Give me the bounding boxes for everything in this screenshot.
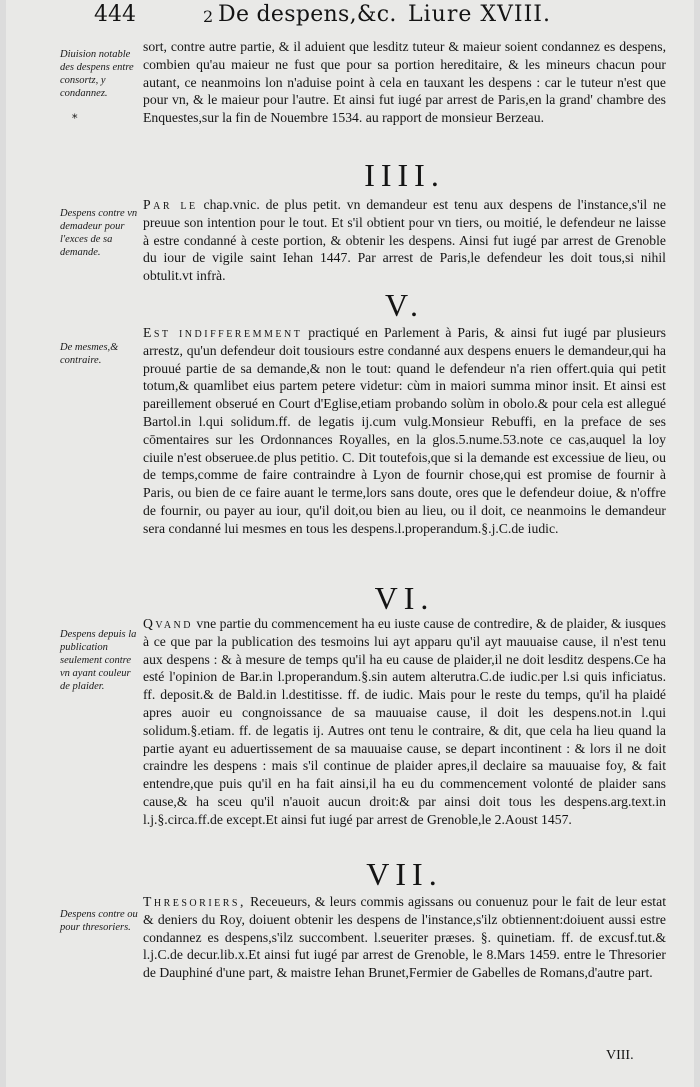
paragraph <box>143 324 666 538</box>
paragraph-text: vne partie du commencement ha eu iuste cause de contredire, & de plaider, & iusques à ce que par la publication des tesmoins lui ayt apparu qu'il ayt mauuaise cause, il n'est tenu aux despens : & à mesure de temps qu'il ha eu cause de plaider,il ne doit lesditz despens.Ce ha esté l'opinion de Bar.in l.properandum.§.sin autem alterutra.C.de iudic.per l.si quis inficiatus. ff. deposit.& de Bald.in l.destitisse. ff. de iudic. Mais pour le reste du temps, qu'il ha plaidé apres auoir eu congnoissance de sa mauuaise cause, il doit les despens.not.in l.qui solidum.§.etiam. ff. de legatis ij. Autres ont tenu le contraire, & dit, que cela ha lieu quand la partie ayant eu aduertissement de sa mauuaise cause, se depart incontinent : & lors il ne doit craindre les despens : mais s'il continue de plaider apres,il declaire sa mauuaise foy, & fait entendre,que puis qu'il en ha fait ainsi,il ha eu du commencement volonté de plaider sans cause,& ha sceu qu'il n'auoit aucun droit:& par ainsi doit tous les despens.arg.text.in l.j.§.circa.ff.de except.Et ainsi fut iugé par arrest de Grenoble,le 2.Aoust 1457. <box>143 616 666 827</box>
paragraph <box>143 38 666 127</box>
paragraph-text: chap.vnic. de plus petit. vn demandeur est tenu aux despens de l'instance,s'il ne preuue son intention pour le tout. Et s'il obtient pour vn tiers, ou moitié, le defendeur ne laisse à estre condanné à ceste portion, & obtenir les despens. Ainsi fut iugé par arrest de Grenoble du iour de vigile saint Iehan 1447. Par arrest de Paris,le defendeur les doit tous,si nihil obtulit.vt infrà. <box>143 197 666 284</box>
catchword: VIII. <box>606 1048 634 1063</box>
bleed-through <box>66 120 136 190</box>
running-header <box>6 0 694 40</box>
running-title: De despens,&c. <box>218 2 397 27</box>
section-heading: V. <box>385 287 424 323</box>
paragraph-lead: Thresoriers, <box>143 894 246 909</box>
side-note: Despens contre vn demadeur pour l'exces de sa demande. <box>60 208 138 258</box>
page-number: 444 <box>94 2 136 27</box>
paragraph-lead: Est indifferemment <box>143 325 303 340</box>
book-number: Liure XVIII. <box>408 2 551 27</box>
section-heading: VII. <box>366 856 443 892</box>
section-heading: IIII. <box>364 157 445 193</box>
paragraph <box>143 615 666 829</box>
side-note: Despens depuis la publication seulement contre vn ayant couleur de plaider. <box>60 629 137 692</box>
paragraph-text: Receueurs, & leurs commis agissans ou conuenuz pour le fait de leur estat & deniers du Roy, doiuent obtenir les despens de l'instance,s'ilz obtiennent:doiuent aussi estre condannez es despens,s'ilz succombent. l.seueriter præses. §. quinetiam. ff. de excusf.tut.& l.j.C.de decur.lib.x.Et ainsi fut iugé par arrest de Grenoble, le 8.Mars 1459. entre le Thresorier de Dauphiné d'une part, & maistre Iehan Brunet,Fermier de Gabelles de Romans,d'autre part. <box>143 894 666 981</box>
paragraph-lead: Qvand <box>143 616 193 631</box>
paragraph <box>143 196 666 285</box>
paragraph-lead: Par le <box>143 197 198 212</box>
side-note: Diuision notable des despens entre consortz, y condannez. <box>60 49 134 99</box>
signature-mark: 2 <box>203 7 214 26</box>
book-page <box>6 0 694 1087</box>
paragraph <box>143 893 666 982</box>
paragraph-text: sort, contre autre partie, & il aduient que lesditz tuteur & maieur soient condannez es despens, combien qu'au maieur ne fust que pour sa portion hereditaire, & les mineurs chacun pour autant, ce neanmoins lon n'aduise point à cela en tauxant les despens : car le tuteur n'est que pour vn, & le maieur pour l'autre. Et ainsi fut iugé par arrest de Paris,en la grand' chambre des Enquestes,sur la fin de Nouembre 1534. au rapport de monsieur Berzeau. <box>143 39 666 126</box>
side-note-marker: * <box>72 112 78 125</box>
side-note: Despens contre ou pour thresoriers. <box>60 909 138 933</box>
side-note: De mesmes,& contraire. <box>60 342 119 366</box>
paragraph-text: practiqué en Parlement à Paris, & ainsi fut iugé par plusieurs arrestz, qu'un defendeur doit tousiours estre condanné aux despens enuers le demandeur,qui ha prouué partie de sa demande,& non le tout: quand le defendeur n'a rien offert.quia qui petit totum,& quamlibet eius partem petere videtur: cùm in maiori summa minor insit. Et ainsi est pareillement obserué en Court d'Eglise,etiam probando solùm in obolo.& pour cela est allegué Bartol.in l.qui solidum.ff. de legatis ij.cum vulg.Monsieur Rebuffi, en la preface de ses cōmentaires sur les Ordonnances Royalles, en la glos.5.nume.53.note ce cas,auquel la loy ciuile n'est obseruee.de plus petitio. C. Dit toutefois,que si la demande est excessiue de lieu, ou de temps,comme de faire contraindre à Lyon de fournir chose,qui est promise de fournir à Paris, ou bien de ce faire auant le terme,lors sans doute, ores que le defendeur doiue, & n'offre de fournir, ou payer au iour, qu'il doit,ou bien au lieu, ou il doit, ce neanmoins le demandeur sera condanné lui mesmes en tous les despens.l.properandum.§.j.C.de iudic. <box>143 325 666 536</box>
section-heading: VI. <box>374 580 435 616</box>
